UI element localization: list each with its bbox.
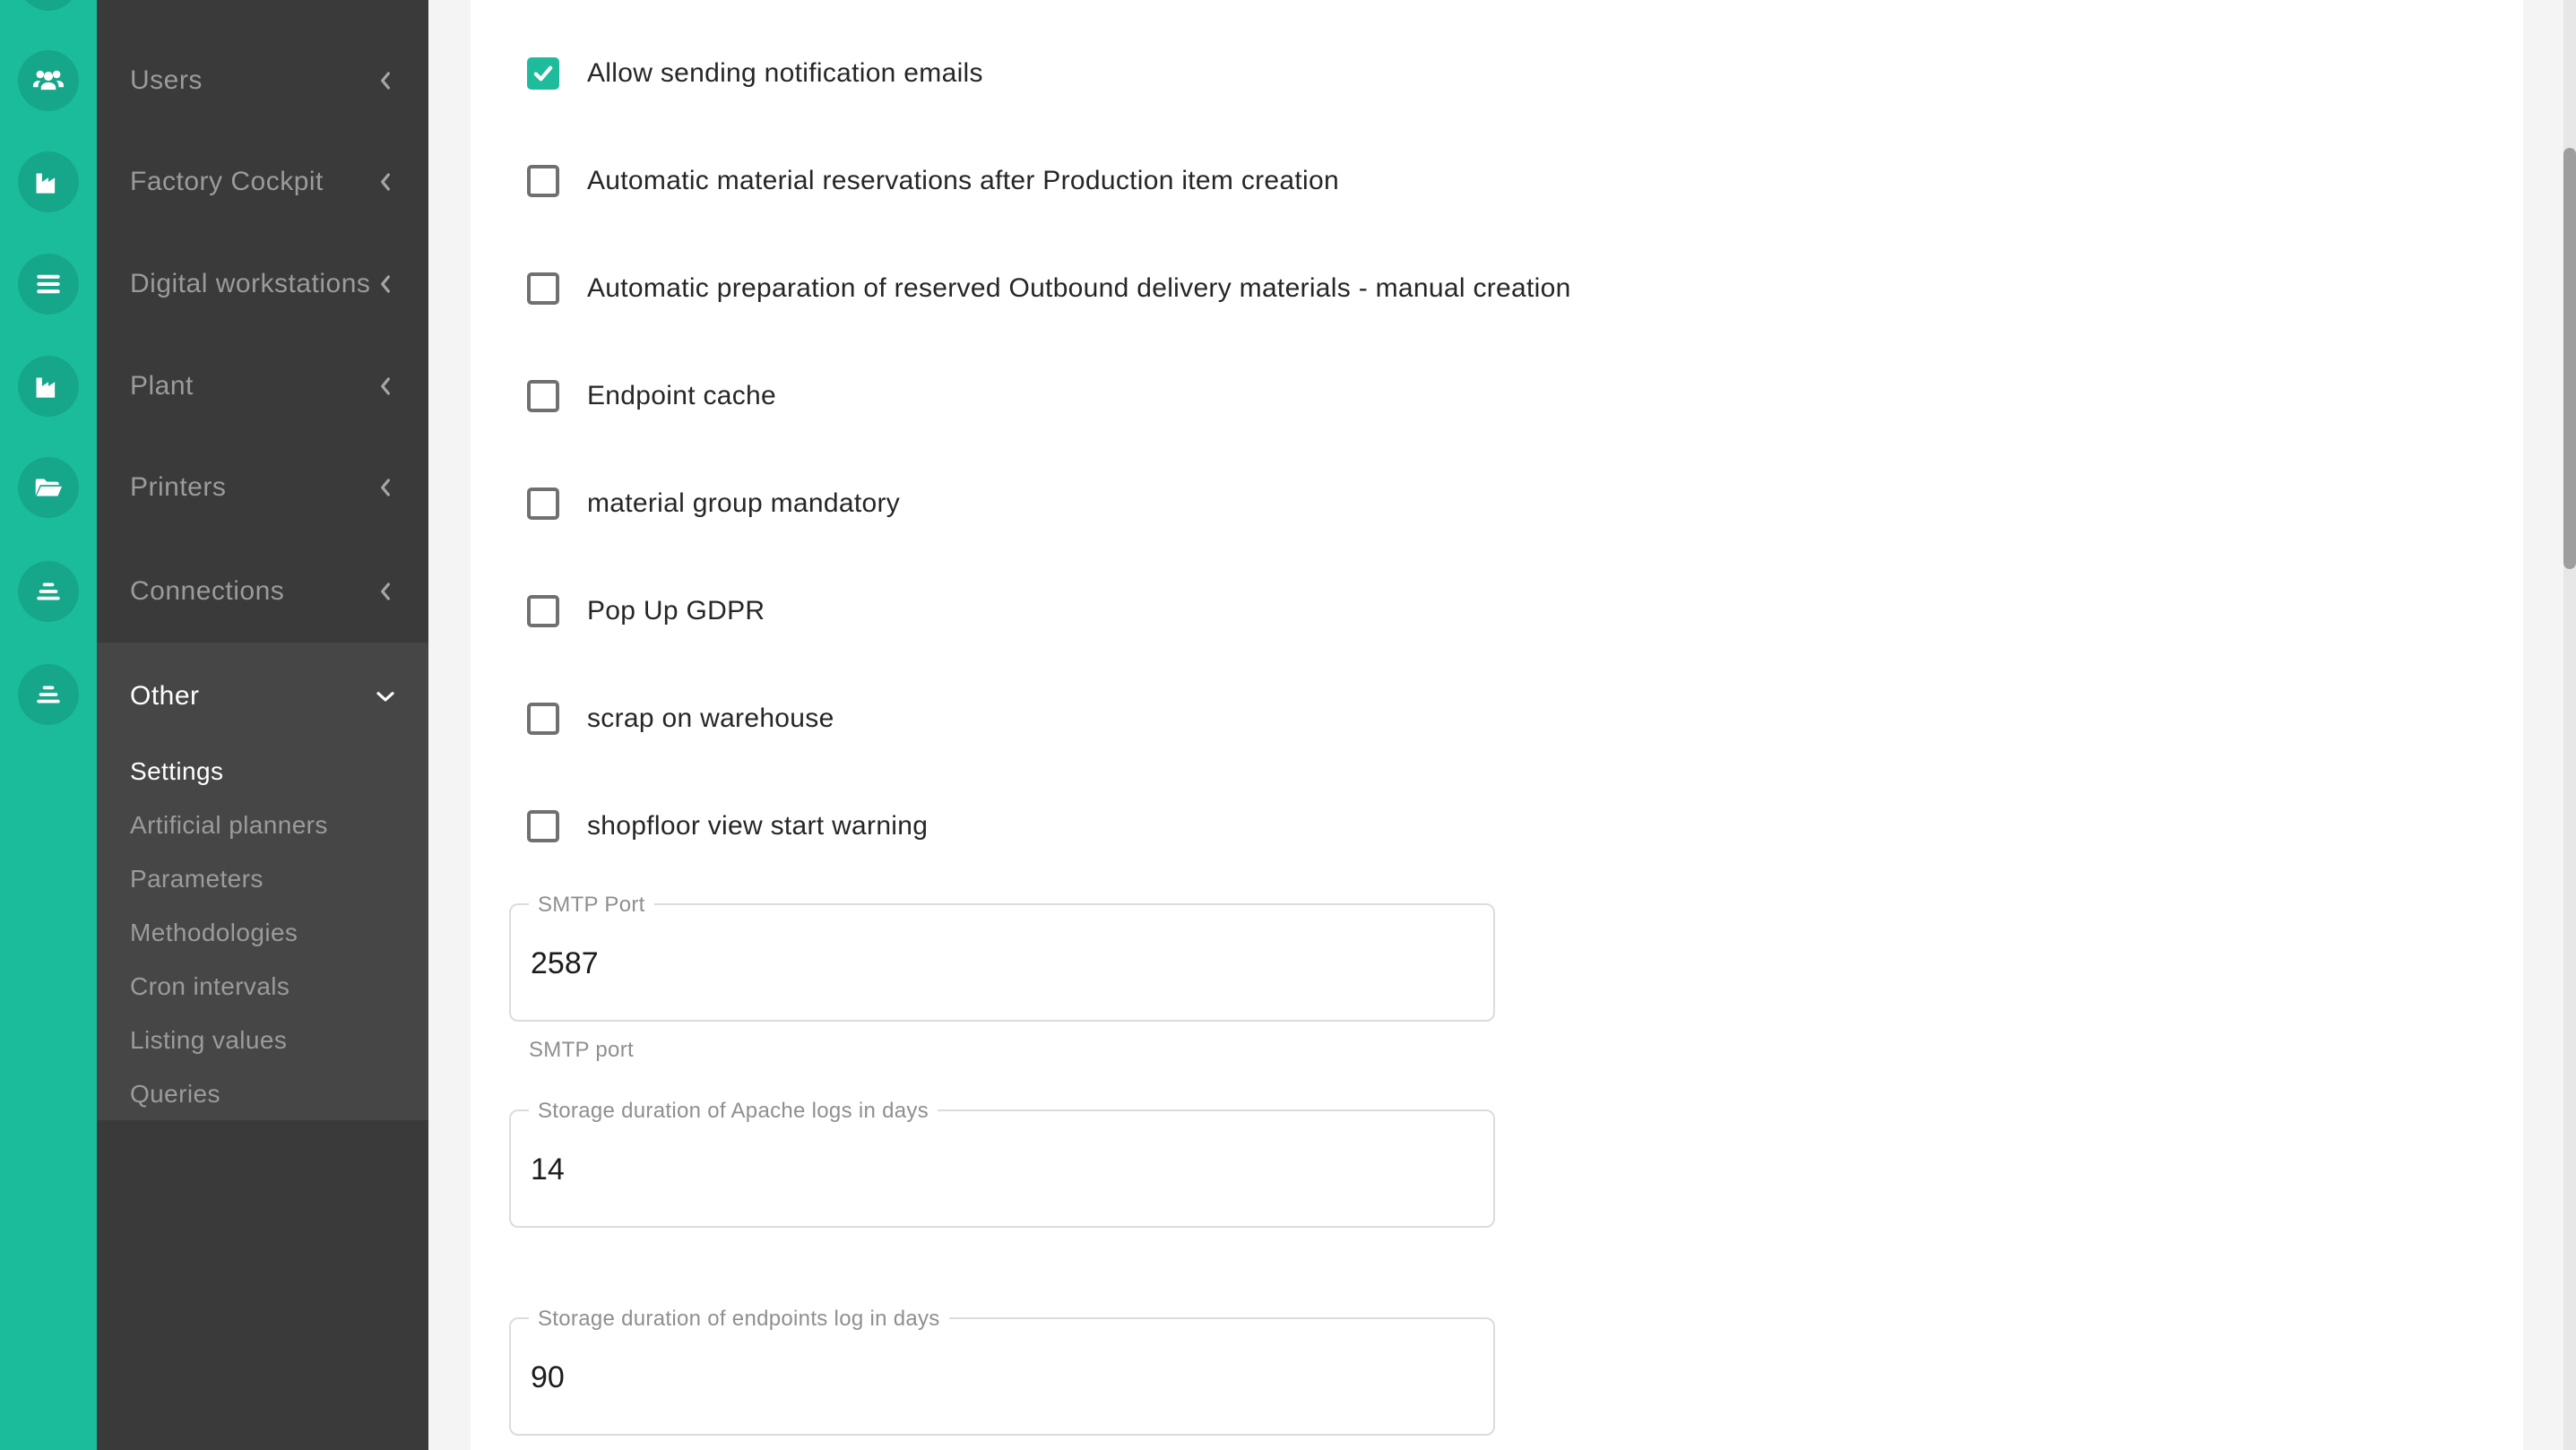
checkbox-unchecked-icon[interactable]: [527, 810, 559, 842]
users-icon-glyph: [31, 64, 65, 98]
apache-logs-duration-field-label: Storage duration of Apache logs in days: [529, 1099, 938, 1124]
align-center-lines-icon[interactable]: [18, 561, 79, 622]
folder-open-icon-glyph: [31, 470, 65, 505]
checkbox-label: Automatic material reservations after Production item creation: [587, 166, 1339, 195]
sidebar: [97, 0, 428, 1450]
checkbox-label: material group mandatory: [587, 488, 901, 518]
sidebar-item-plant[interactable]: [97, 359, 428, 413]
sidebar-item-factory-cockpit[interactable]: [97, 155, 428, 209]
sidebar-subitem-methodologies[interactable]: [97, 911, 428, 954]
checkbox-pop-up-gdpr[interactable]: [527, 595, 765, 627]
sidebar-subitem-label: Queries: [130, 1080, 220, 1108]
endpoints-log-duration-input[interactable]: [531, 1360, 1463, 1395]
checkbox-label: scrap on warehouse: [587, 703, 834, 733]
menu-lines-icon-glyph: [31, 267, 65, 301]
icon-rail: [0, 0, 97, 1450]
right-gutter: [2523, 0, 2563, 1450]
sidebar-subitem-queries[interactable]: [97, 1073, 428, 1116]
apache-logs-duration-input[interactable]: [531, 1152, 1463, 1187]
sidebar-item-label: Plant: [130, 371, 194, 401]
sidebar-item-label: Users: [130, 65, 203, 95]
left-gutter: [428, 0, 471, 1450]
sidebar-section-other: [97, 643, 428, 1120]
sidebar-item-other[interactable]: [97, 669, 428, 723]
sidebar-subitem-label: Methodologies: [130, 919, 298, 946]
sidebar-item-users[interactable]: [97, 54, 428, 108]
sidebar-item-digital-workstations[interactable]: [97, 257, 428, 311]
factory-icon[interactable]: [18, 356, 79, 417]
sidebar-item-label: Other: [130, 681, 200, 711]
sidebar-item-printers[interactable]: [97, 461, 428, 514]
folder-open-icon[interactable]: [18, 457, 79, 518]
chevron-left-icon: [371, 168, 400, 196]
chevron-left-icon: [371, 577, 400, 606]
checkbox-unchecked-icon[interactable]: [527, 703, 559, 735]
checkbox-scrap-on-warehouse[interactable]: [527, 703, 834, 735]
checkbox-unchecked-icon[interactable]: [527, 165, 559, 197]
factory-icon-glyph: [31, 369, 65, 403]
settings-panel: [471, 0, 2523, 1450]
checkbox-endpoint-cache[interactable]: [527, 380, 776, 412]
sidebar-item-label: Digital workstations: [130, 269, 371, 298]
menu-lines-icon[interactable]: [18, 254, 79, 315]
sidebar-subitem-cron-intervals[interactable]: [97, 965, 428, 1008]
partial-circle-icon[interactable]: [18, 0, 79, 11]
sidebar-subitem-label: Artificial planners: [130, 811, 328, 839]
checkbox-automatic-material-reservations[interactable]: [527, 165, 1339, 197]
endpoints-log-duration-field-label: Storage duration of endpoints log in days: [529, 1307, 949, 1332]
apache-logs-duration-field: [509, 1099, 1495, 1228]
checkbox-automatic-preparation-outbound[interactable]: [527, 272, 1571, 305]
checkbox-shopfloor-view-start-warning[interactable]: [527, 810, 928, 842]
smtp-port-field-label: SMTP Port: [529, 893, 654, 918]
sidebar-item-connections[interactable]: [97, 565, 428, 618]
align-center-lines-icon[interactable]: [18, 664, 79, 725]
chevron-left-icon: [371, 473, 400, 502]
factory-icon-glyph: [31, 165, 65, 199]
checkbox-checked-icon[interactable]: [527, 57, 559, 90]
smtp-port-input[interactable]: [531, 946, 1463, 981]
sidebar-item-label: Printers: [130, 472, 227, 502]
checkbox-label: Automatic preparation of reserved Outbound delivery materials - manual creation: [587, 273, 1571, 303]
factory-icon[interactable]: [18, 151, 79, 212]
chevron-left-icon: [371, 372, 400, 401]
checkbox-unchecked-icon[interactable]: [527, 488, 559, 520]
checkbox-label: shopfloor view start warning: [587, 811, 929, 841]
checkbox-unchecked-icon[interactable]: [527, 272, 559, 305]
sidebar-item-label: Connections: [130, 576, 285, 606]
checkbox-unchecked-icon[interactable]: [527, 595, 559, 627]
checkbox-material-group-mandatory[interactable]: [527, 488, 900, 520]
smtp-port-field: [509, 893, 1495, 1022]
sidebar-subitem-label: Settings: [130, 757, 224, 785]
checkbox-label: Allow sending notification emails: [587, 58, 983, 88]
checkbox-label: Endpoint cache: [587, 381, 777, 410]
checkbox-label: Pop Up GDPR: [587, 596, 765, 626]
chevron-left-icon: [371, 66, 400, 95]
sidebar-subitem-parameters[interactable]: [97, 858, 428, 901]
checkbox-unchecked-icon[interactable]: [527, 380, 559, 412]
chevron-left-icon: [371, 270, 400, 298]
sidebar-subitem-label: Cron intervals: [130, 972, 290, 1000]
sidebar-subitem-settings[interactable]: [97, 750, 428, 793]
sidebar-subitem-artificial-planners[interactable]: [97, 804, 428, 847]
endpoints-log-duration-field: [509, 1307, 1495, 1436]
scrollbar-thumb[interactable]: [2563, 148, 2576, 569]
smtp-port-helper-text: SMTP port: [529, 1038, 634, 1062]
chevron-down-icon: [371, 682, 400, 711]
checkbox-allow-sending-notification-emails[interactable]: [527, 57, 983, 90]
align-center-lines-icon-glyph: [31, 678, 65, 712]
sidebar-subitem-label: Listing values: [130, 1026, 288, 1054]
users-icon[interactable]: [18, 50, 79, 111]
sidebar-subitem-listing-values[interactable]: [97, 1019, 428, 1062]
sidebar-item-label: Factory Cockpit: [130, 167, 324, 196]
sidebar-subitem-label: Parameters: [130, 865, 264, 893]
align-center-lines-icon-glyph: [31, 574, 65, 608]
